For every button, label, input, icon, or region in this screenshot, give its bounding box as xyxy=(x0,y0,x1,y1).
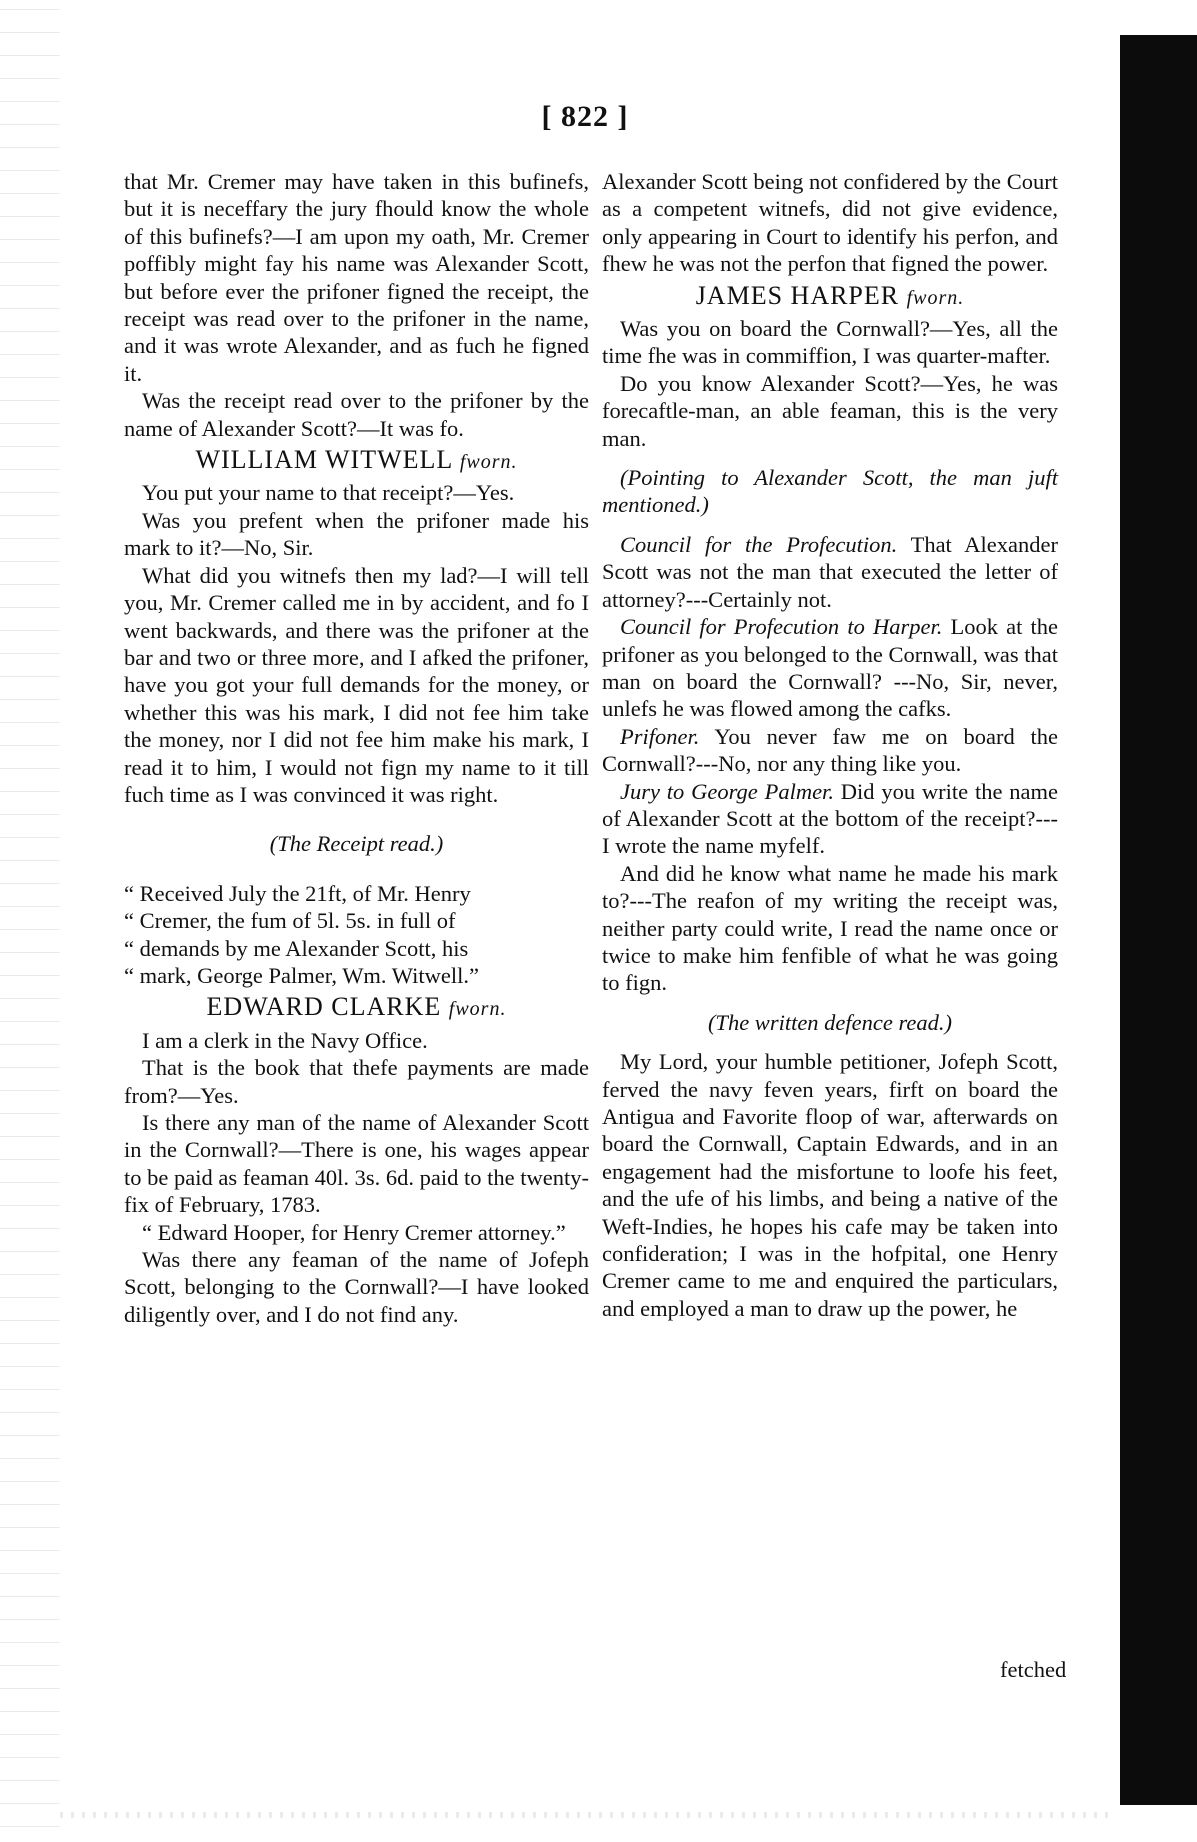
witness-name: EDWARD CLARKE xyxy=(206,992,442,1022)
speaker-text: You never faw me on board the Cornwall?---No, nor any thing like you. xyxy=(602,723,1058,777)
receipt-quote-line-1: “ Received July the 21ft, of Mr. Henry xyxy=(124,880,471,906)
speaker-text: Look at the prifoner as you belonged to the Cornwall, was that man on board the Cornwall? ---No, Sir, never, unlefs he was flowed among the cafks. xyxy=(602,614,1058,722)
right-paragraph-7 xyxy=(602,778,1058,860)
receipt-quote-line-4: “ mark, George Palmer, Wm. Witwell.” xyxy=(124,962,479,988)
right-paragraph-1: Alexander Scott being not confidered by the Court as a competent witnefs, did not give evidence, only appearing in Court to identify his perfon, and fhew he was not the perfon that figned the power. xyxy=(602,169,1058,277)
right-paragraph-5 xyxy=(602,613,1058,723)
speaker-label: Council for Profecution to Harper. xyxy=(620,614,943,640)
left-paragraph-6: I am a clerk in the Navy Office. xyxy=(142,1027,428,1053)
page-number: [ 822 ] xyxy=(541,100,629,133)
left-paragraph-3: You put your name to that receipt?—Yes. xyxy=(142,480,515,506)
left-column xyxy=(124,168,589,1328)
right-paragraph-8: And did he know what name he made his mark to?---The reafon of my writing the receipt was, neither party could write, I read the name once or twice to make him fenfible of what he was going to fign. xyxy=(602,860,1058,996)
right-column xyxy=(602,168,1058,1322)
binding-shadow xyxy=(1120,35,1197,1805)
catchword: fetched xyxy=(1000,1657,1067,1682)
right-paragraph-4 xyxy=(602,531,1058,613)
sworn-label: fworn. xyxy=(448,998,507,1021)
pointing-note: (Pointing to Alexander Scott, the man juft mentioned.) xyxy=(602,465,1058,518)
witness-heading-harper xyxy=(602,282,1058,312)
left-paragraph-5: What did you witnefs then my lad?—I will tell you, Mr. Cremer called me in by accident, and fo I went backwards, and there was the prifoner at the bar and two or three more, and I afked the prifoner, have you got your full demands for the money, or whether this was his mark, I did not fee him take the money, nor I did not fee him make his mark, I read it to him, I would not fign my name to it till fuch time as I was convinced it was right. xyxy=(124,562,589,807)
left-paragraph-7: That is the book that thefe payments are made from?—Yes. xyxy=(124,1055,589,1108)
scan-noise-bottom xyxy=(60,1812,1110,1818)
defence-read-note: (The written defence read.) xyxy=(707,1009,953,1035)
speaker-label: Jury to George Palmer. xyxy=(620,778,834,804)
left-paragraph-9: “ Edward Hooper, for Henry Cremer attorney.” xyxy=(142,1219,566,1245)
left-paragraph-4: Was you prefent when the prifoner made his mark to it?—No, Sir. xyxy=(124,507,589,561)
sworn-label: fworn. xyxy=(906,286,965,309)
right-paragraph-9: My Lord, your humble petitioner, Jofeph Scott, ferved the navy feven years, firft on board the Antigua and Favorite floop of war, afterwards on board the Cornwall, Captain Edwards, and in an engagement had the misfortune to loofe his feet, and the ufe of his limbs, and being a native of the Weft-Indies, he hopes his cafe may be taken into confideration; I was in the hofpital, one Henry Cremer came to me and enquired the particulars, and employed a man to draw up the power, he xyxy=(602,1049,1058,1321)
witness-name: JAMES HARPER xyxy=(695,280,900,310)
speaker-text: That Alexander Scott was not the man that executed the letter of attorney?---Certainly not. xyxy=(602,531,1059,612)
receipt-quote-line-2: “ Cremer, the fum of 5l. 5s. in full of xyxy=(124,908,456,934)
speaker-label: Council for the Profecution. xyxy=(620,531,898,557)
right-paragraph-3: Do you know Alexander Scott?—Yes, he was forecaftle-man, an able feaman, this is the very man. xyxy=(602,370,1058,451)
witness-heading-clarke xyxy=(124,993,589,1023)
right-paragraph-6 xyxy=(602,723,1058,778)
left-paragraph-2: Was the receipt read over to the prifoner by the name of Alexander Scott?—It was fo. xyxy=(124,388,589,441)
receipt-quote-line-3: “ demands by me Alexander Scott, his xyxy=(124,935,469,961)
left-paragraph-10: Was there any feaman of the name of Jofeph Scott, belonging to the Cornwall?—I have looked diligently over, and I do not find any. xyxy=(124,1247,589,1327)
witness-name: WILLIAM WITWELL xyxy=(195,445,453,475)
sworn-label: fworn. xyxy=(459,451,518,474)
witness-heading-witwell xyxy=(124,446,589,476)
left-paragraph-8: Is there any man of the name of Alexander Scott in the Cornwall?—There is one, his wages appear to be paid as feaman 40l. 3s. 6d. paid to the twenty-fix of February, 1783. xyxy=(124,1110,589,1218)
scan-edge-left xyxy=(0,0,60,1842)
right-paragraph-2: Was you on board the Cornwall?—Yes, all the time fhe was in commiffion, I was quarter-mafter. xyxy=(602,316,1058,369)
speaker-text: Did you write the name of Alexander Scott at the bottom of the receipt?---I wrote the name myfelf. xyxy=(602,778,1058,859)
speaker-label: Prifoner. xyxy=(620,723,700,749)
left-paragraph-1: that Mr. Cremer may have taken in this bufinefs, but it is neceffary the jury fhould know the whole of this bufinefs?—I am upon my oath, Mr. Cremer poffibly might fay his name was Alexander Scott, but before ever the prifoner figned the receipt, the receipt was read over to the prifoner in the name, and it was wrote Alexander, and as fuch he figned it. xyxy=(124,169,589,386)
receipt-read-note: (The Receipt read.) xyxy=(269,831,444,857)
